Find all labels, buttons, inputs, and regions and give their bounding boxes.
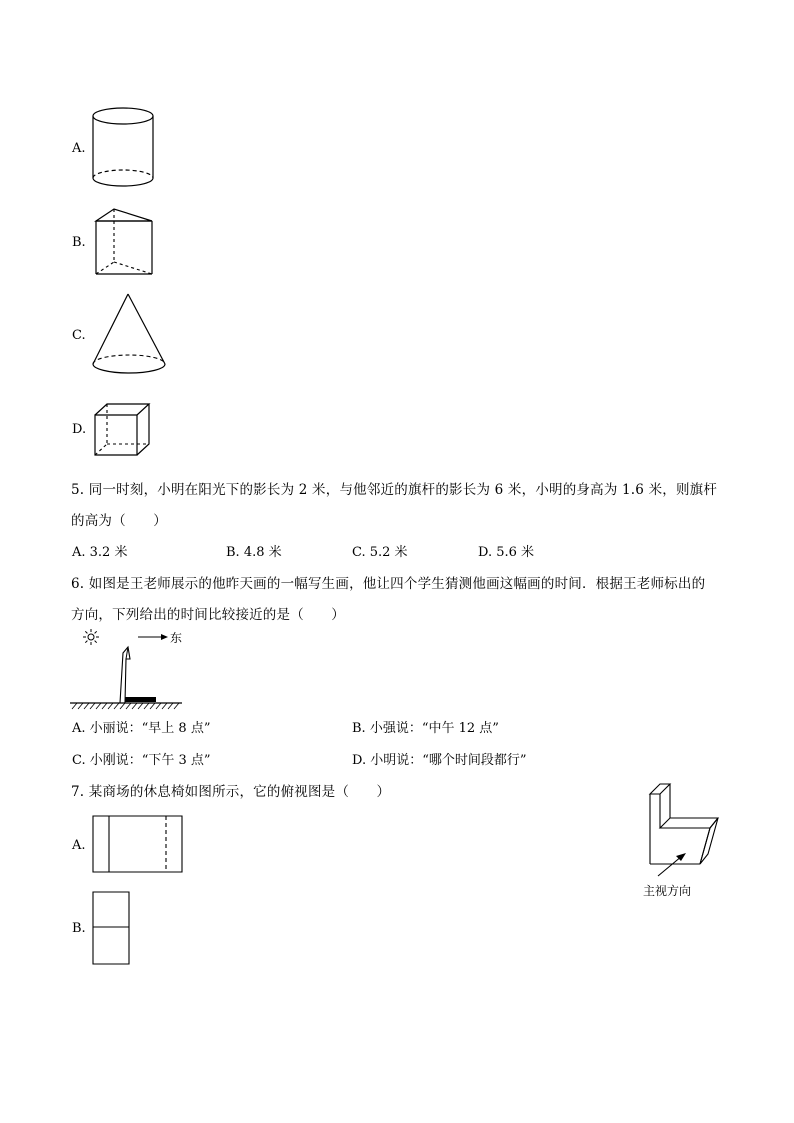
bench-3d-figure <box>640 780 724 868</box>
q6-option-a[interactable]: A. 小丽说：“早上 8 点” <box>72 721 211 736</box>
q6-option-d[interactable]: D. 小明说：“哪个时间段都行” <box>352 753 527 768</box>
q6-question-line-1: 6. 如图是王老师展示的他昨天画的一幅写生画，他让四个学生猜测他画这幅画的时间．根据王老师标出的 <box>71 576 706 592</box>
cube-figure <box>92 402 152 458</box>
q4-option-d-label[interactable]: D. <box>72 422 87 437</box>
q6-option-b[interactable]: B. 小强说：“中午 12 点” <box>352 721 499 736</box>
cylinder-figure <box>90 106 158 192</box>
q5-question-line-1: 5. 同一时刻，小明在阳光下的影长为 2 米，与他邻近的旗杆的影长为 6 米，小明的身高为 1.6 米，则旗杆 <box>71 482 718 498</box>
q5-option-d[interactable]: D. 5.6 米 <box>478 545 535 560</box>
q5-option-b[interactable]: B. 4.8 米 <box>226 545 282 560</box>
sun-icon <box>83 629 99 645</box>
q4-option-a-label[interactable]: A. <box>72 141 86 156</box>
q5-question-line-2: 的高为（ ） <box>71 513 167 529</box>
q6-option-c[interactable]: C. 小刚说：“下午 3 点” <box>72 753 211 768</box>
q5-option-a[interactable]: A. 3.2 米 <box>72 545 128 560</box>
main-view-direction-caption: 主视方向 <box>643 884 692 898</box>
q7-option-b-figure <box>92 891 132 967</box>
q7-option-b-label[interactable]: B. <box>72 921 86 936</box>
q6-question-line-2: 方向，下列给出的时间比较接近的是（ ） <box>71 607 345 623</box>
q4-option-b-label[interactable]: B. <box>72 235 86 250</box>
cone-figure <box>90 292 170 380</box>
q5-option-c[interactable]: C. 5.2 米 <box>352 545 408 560</box>
q7-option-a-figure <box>92 815 184 875</box>
q7-question-line: 7. 某商场的休息椅如图所示，它的俯视图是（ ） <box>71 784 391 800</box>
east-direction-label: 东 <box>170 631 183 645</box>
q7-option-a-label[interactable]: A. <box>72 838 86 853</box>
flagpole-scene-figure <box>70 645 182 711</box>
q4-option-c-label[interactable]: C. <box>72 328 86 343</box>
triangular-prism-figure <box>92 206 156 276</box>
east-arrow-icon <box>138 633 168 641</box>
